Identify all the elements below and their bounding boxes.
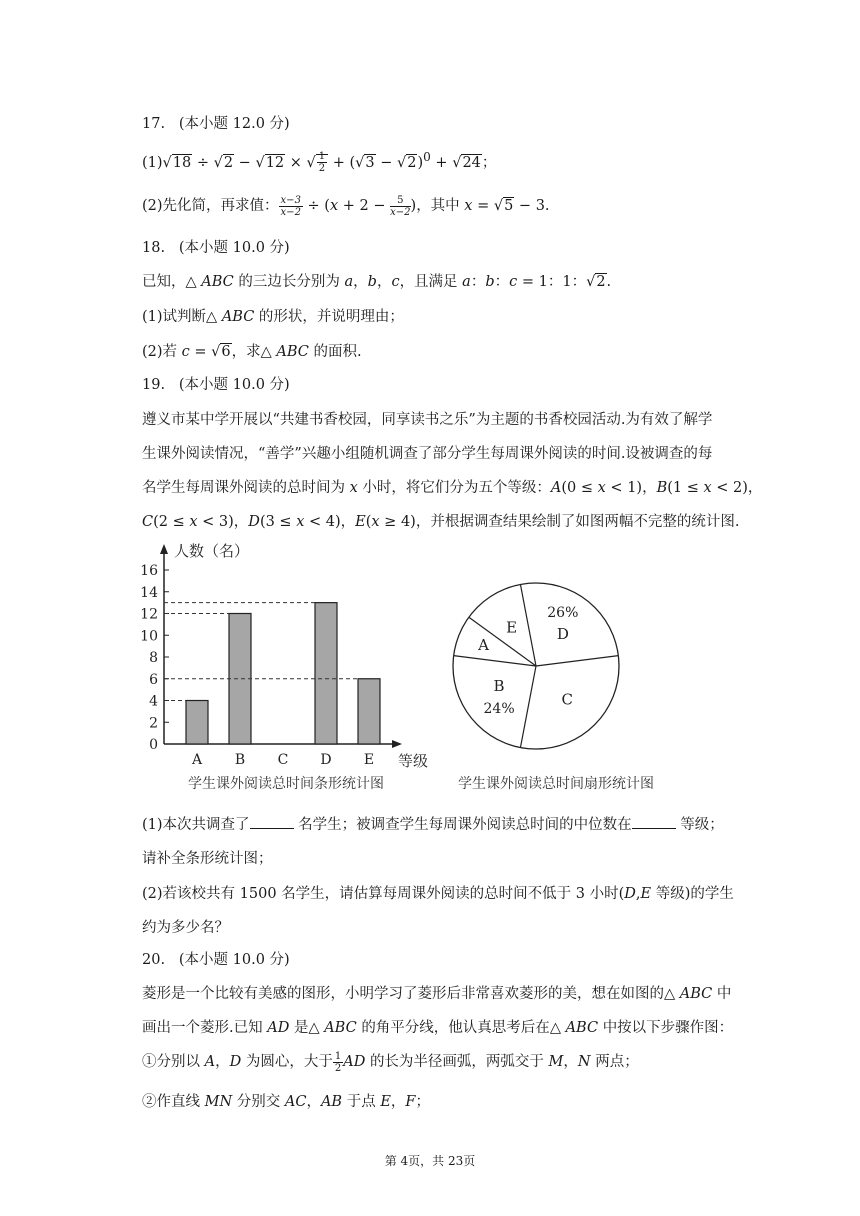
q17-header: 17. (本小题 12.0 分)	[142, 116, 290, 132]
x-tick-label: A	[191, 752, 203, 768]
q20-para1: 菱形是一个比较有美感的图形，小明学习了菱形后非常喜欢菱形的美，想在如图的△ ABC 中	[142, 986, 732, 1002]
q19-question1: (1)本次共调查了 名学生；被调查学生每周课外阅读总时间的中位数在 等级；	[142, 817, 724, 833]
y-tick-label: 6	[149, 671, 158, 688]
bar-A	[186, 701, 208, 745]
pie-percent-D: 26%	[547, 605, 579, 622]
q17-part2: (2)先化简，再求值： $\frac{x-3}{x-2}$ ÷ (x + 2 − $\frac{5}{x-2}$ )，其中 x = √5 − 3.	[142, 194, 550, 218]
q19-header: 19. (本小题 10.0 分)	[142, 377, 290, 393]
y-axis-arrow	[160, 544, 168, 554]
pie-label-B: B	[493, 676, 505, 695]
bar-chart-title: 学生课外阅读总时间条形统计图	[188, 776, 384, 792]
y-tick-label: 2	[149, 715, 158, 732]
y-tick-label: 4	[149, 693, 158, 710]
q20-header: 20. (本小题 10.0 分)	[142, 952, 290, 968]
answer-blank-count[interactable]	[250, 816, 294, 829]
y-tick-label: 0	[149, 737, 158, 753]
x-tick-label: E	[363, 752, 375, 768]
q20-para2: 画出一个菱形.已知 AD 是△ ABC 的角平分线，他认真思考后在△ ABC 中按以下步骤作图：	[142, 1020, 734, 1036]
y-tick-label: 12	[140, 606, 158, 623]
y-tick-label: 14	[140, 584, 158, 601]
y-tick-label: 10	[140, 628, 158, 645]
q18-part2: (2)若 c = √6，求△ ABC 的面积.	[142, 344, 362, 360]
x-tick-label: C	[277, 752, 289, 768]
q19-question2: (2)若该校共有 1500 名学生，请估算每周课外阅读的总时间不低于 3 小时(D,E 等级)的学生	[142, 886, 734, 902]
x-axis-arrow	[392, 740, 402, 748]
pie-label-D: D	[556, 625, 569, 644]
bar-B	[229, 614, 251, 745]
q18-stem: 已知，△ ABC 的三边长分别为 a，b，c，且满足 a：b：c = 1：1：√2.	[142, 274, 612, 290]
q20-step2: ②作直线 MN 分别交 AC，AB 于点 E，F；	[142, 1094, 430, 1110]
y-tick-label: 8	[149, 650, 158, 666]
y-axis-label: 人数（名）	[174, 542, 250, 560]
answer-blank-median[interactable]	[632, 816, 676, 829]
x-tick-label: D	[320, 752, 332, 768]
pie-label-C: C	[561, 690, 573, 709]
q17-part1: (1)√18 ÷ √2 − √12 × √ $\frac{1}{2}$ + $(√3 - √2)^0 + √24$；	[142, 150, 497, 175]
q19-para1: 遵义市某中学开展以“共建书香校园，同享读书之乐”为主题的书香校园活动.为有效了解学	[142, 412, 713, 428]
q18-header: 18. (本小题 10.0 分)	[142, 240, 290, 256]
q19-para4: C(2 ≤ x < 3)，D(3 ≤ x < 4)，E(x ≥ 4)，并根据调查结果绘制了如图两幅不完整的统计图.	[142, 514, 740, 530]
bar-E	[358, 679, 380, 744]
q18-part1: (1)试判断△ ABC 的形状，并说明理由；	[142, 309, 404, 325]
q20-step1: ①分别以 A，D 为圆心，大于 $\frac{1}{2}$ AD 的长为半径画弧，两弧交于 M，N 两点；	[142, 1050, 639, 1074]
q19-question1-line2: 请补全条形统计图；	[142, 851, 273, 867]
y-tick-label: 16	[140, 563, 158, 579]
q19-para3: 名学生每周课外阅读的总时间为 x 小时，将它们分为五个等级：A(0 ≤ x < 1)，B(1 ≤ x < 2)，	[142, 480, 763, 496]
pie-label-A: A	[478, 636, 489, 655]
bar-chart	[140, 538, 440, 796]
q19-para2: 生课外阅读情况，“善学”兴趣小组随机调查了部分学生每周课外阅读的时间.设被调查的每	[142, 446, 713, 462]
pie-label-E: E	[506, 618, 518, 637]
page-footer: 第 4页，共 23页	[384, 1154, 476, 1168]
q19-question2-line2: 约为多少名？	[142, 920, 229, 936]
x-tick-label: B	[234, 752, 246, 768]
bar-D	[315, 603, 337, 744]
x-axis-label: 等级	[398, 752, 429, 770]
pie-percent-B: 24%	[483, 700, 515, 717]
pie-chart-title: 学生课外阅读总时间扇形统计图	[458, 776, 654, 792]
pie-chart	[440, 538, 680, 796]
